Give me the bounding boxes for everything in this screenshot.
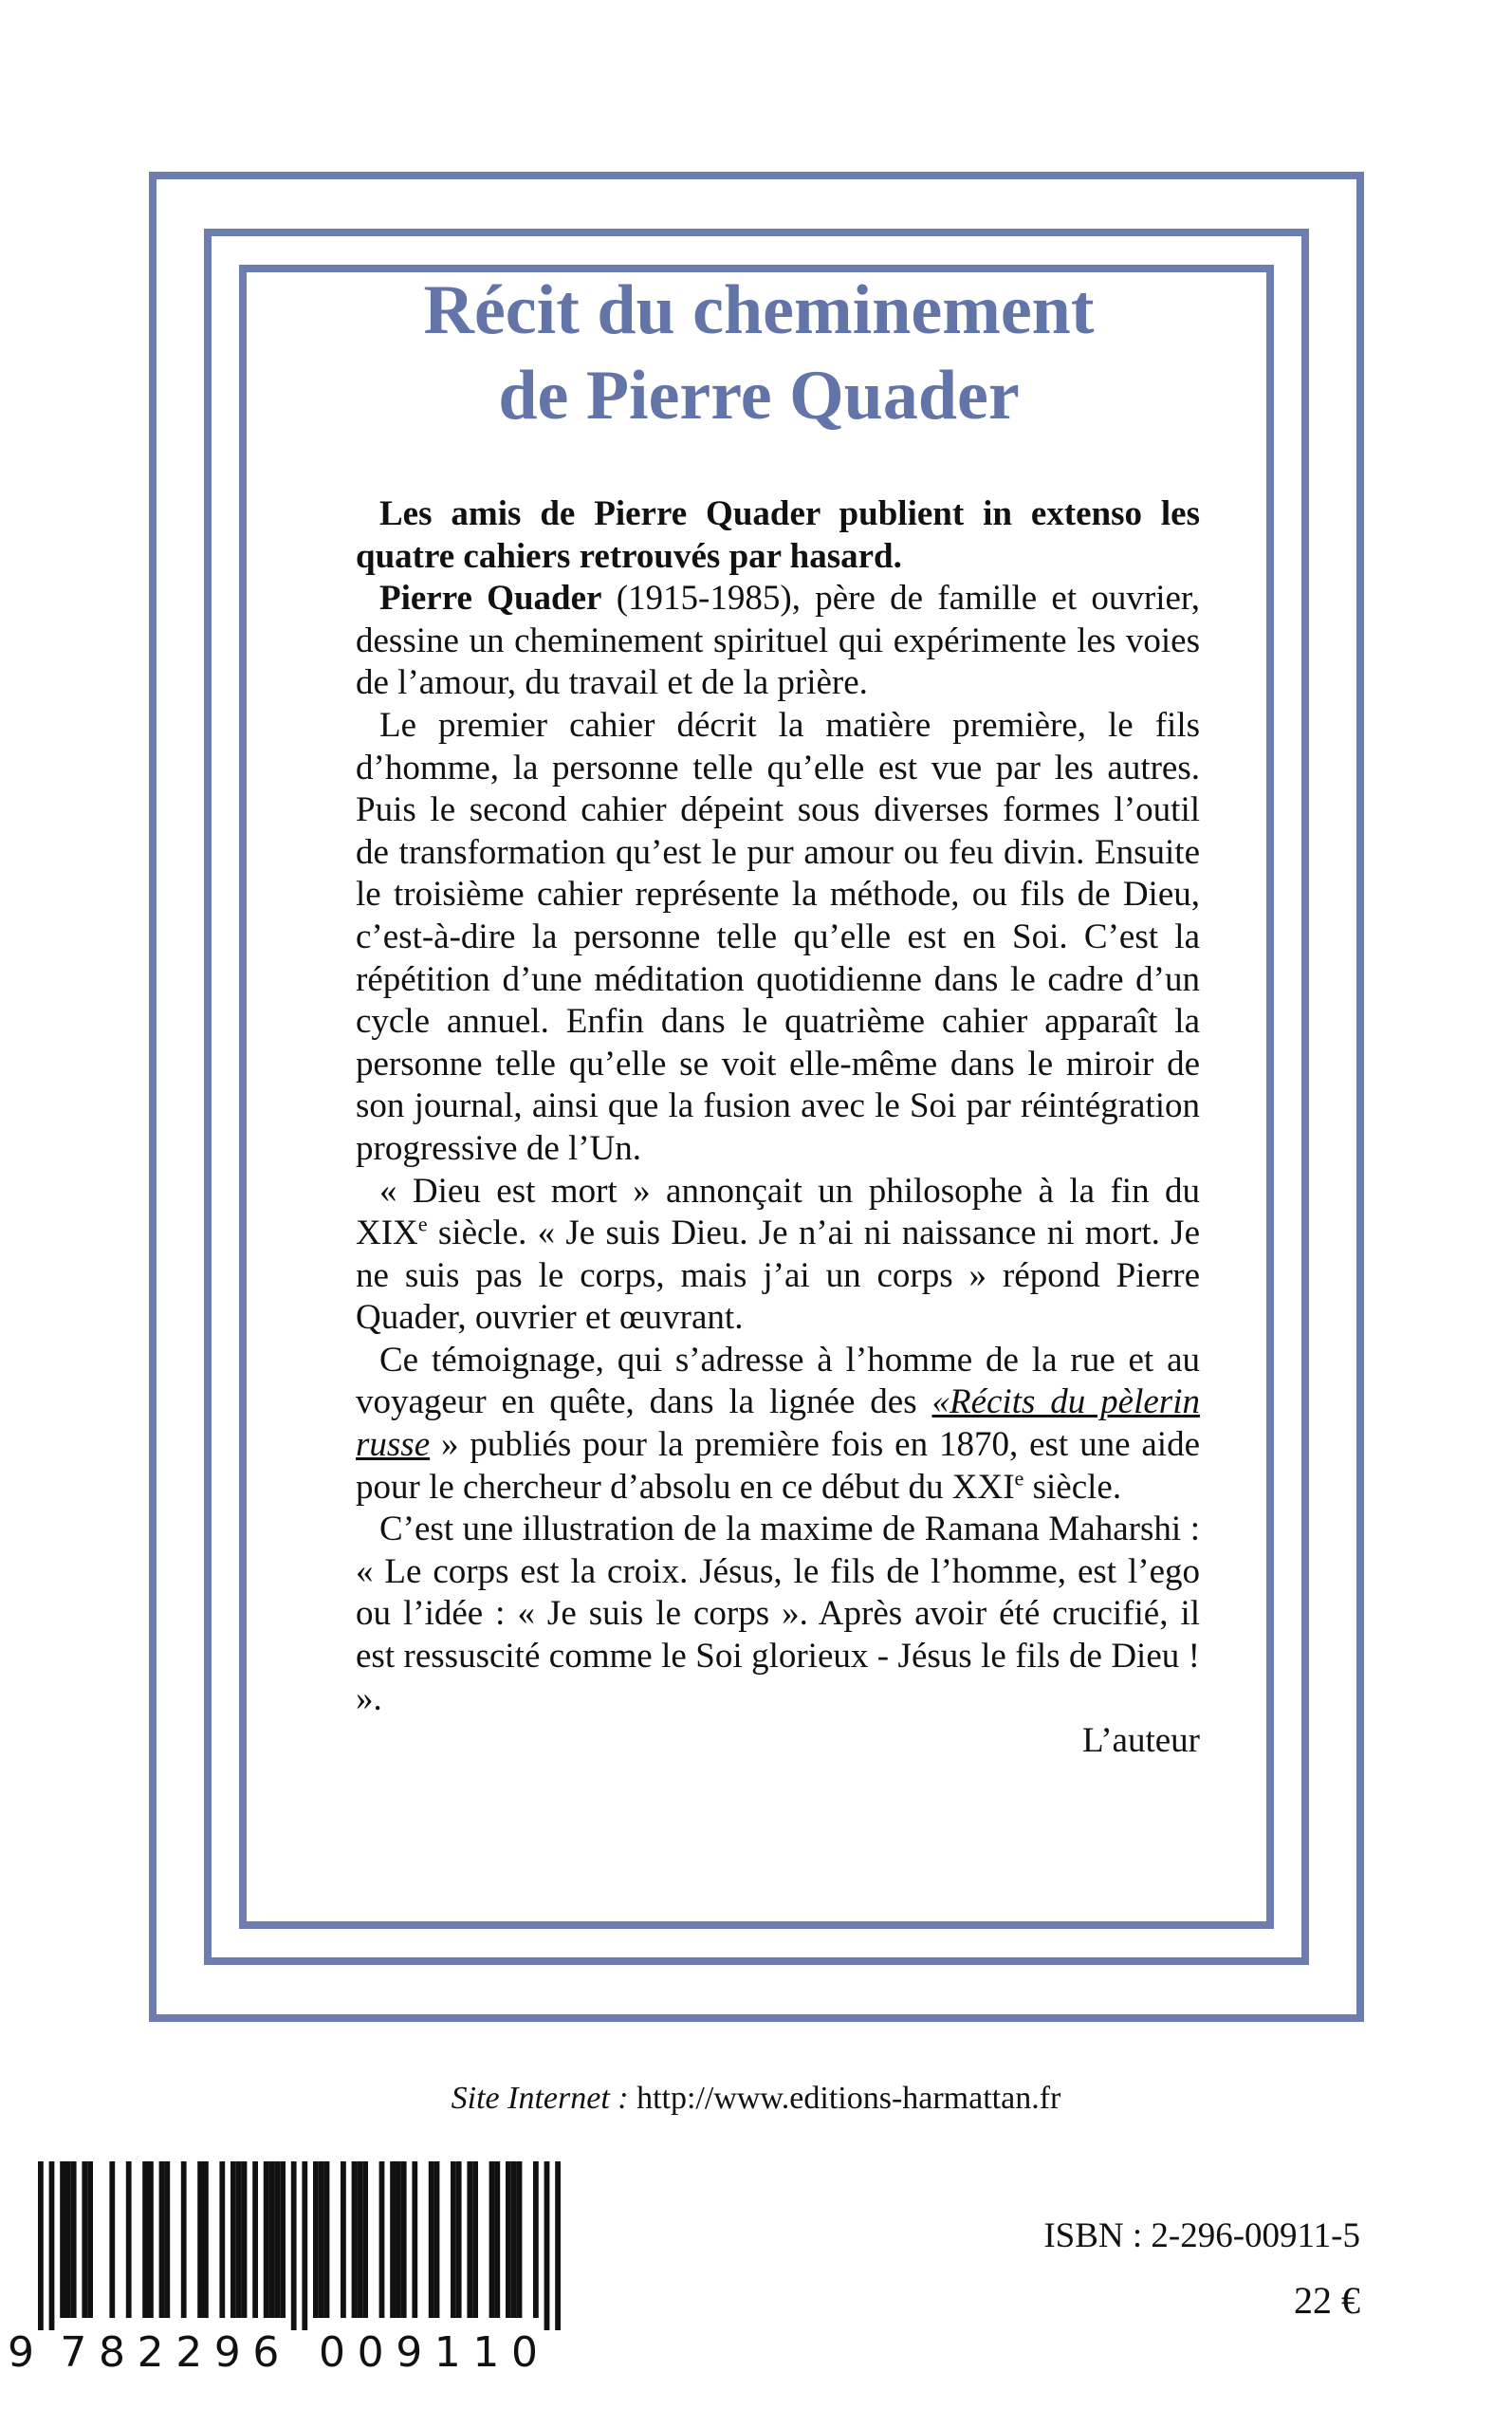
barcode-digit: 1: [472, 2328, 500, 2377]
barcode-bar: [71, 2161, 77, 2318]
barcode-bar: [203, 2161, 209, 2318]
barcode-bar: [341, 2161, 346, 2318]
testimony-text-c: siècle.: [1023, 1467, 1122, 1507]
barcode-bar: [494, 2161, 500, 2318]
century-superscript-2: e: [1014, 1466, 1024, 1491]
philosopher-text-b: siècle. « Je suis Dieu. Je n’ai ni naissance ni mort. Je ne suis pas le corps, mais j’ai un corps » répond Pierre Quader, ouvrier et œuvrant.: [356, 1214, 1200, 1338]
barcode-bar: [456, 2161, 462, 2318]
barcode-bar: [313, 2161, 319, 2318]
barcode-bar: [274, 2161, 280, 2318]
website-url[interactable]: http://www.editions-harmattan.fr: [636, 2081, 1061, 2116]
barcode-bar: [159, 2161, 165, 2318]
barcode-digit: 0: [319, 2328, 345, 2377]
barcode-bar: [242, 2161, 248, 2318]
isbn: ISBN : 2-296-00911-5: [1043, 2216, 1360, 2255]
biography-text: (1915-1985), père de famille et ouvrier, dessine un cheminement spirituel qui expérimente les voies de l’amour, du travail et de la prière.: [356, 579, 1201, 703]
barcode-bar: [379, 2161, 385, 2318]
barcode-bar: [517, 2161, 523, 2318]
barcode-bar: [544, 2161, 550, 2330]
price: 22 €: [1294, 2279, 1360, 2322]
barcode-digit: 0: [357, 2328, 384, 2377]
barcode-bar: [87, 2161, 93, 2318]
author-name: Pierre Quader: [379, 579, 602, 619]
paragraph-philosopher: [356, 1171, 1200, 1340]
barcode-bar: [352, 2161, 358, 2318]
barcode-bar: [164, 2161, 170, 2318]
paragraph-notebooks: Le premier cahier décrit la matière première, le fils d’homme, la personne telle qu’elle est vue par les autres. Puis le second cahier dépeint sous diverses formes l’outil de transformation qu’est le pur amour ou feu divin. Ensuite le troisième cahier représente la méthode, ou fils de Dieu, c’est-à-dire la personne telle qu’elle est en Soi. C’est la répétition d’une méditation quotidienne dans le cadre d’un cycle annuel. Enfin dans le quatrième cahier apparaît la personne telle qu’elle se voit elle-même dans le miroir de son journal, ainsi que la fusion avec le Soi par réintégration progressive de l’Un.: [356, 705, 1200, 1168]
barcode-bar: [302, 2161, 307, 2330]
barcode-bar: [269, 2161, 275, 2318]
barcode-bar: [291, 2161, 297, 2330]
paragraph-testimony: [356, 1340, 1200, 1509]
barcode-bar: [324, 2161, 330, 2318]
barcode-digit: 1: [433, 2328, 461, 2377]
barcode-bar: [396, 2161, 401, 2318]
barcode-bar: [126, 2161, 132, 2318]
title-line-2: de Pierre Quader: [498, 357, 1020, 435]
barcode-digit: 6: [252, 2328, 280, 2377]
barcode-bar: [252, 2161, 258, 2318]
barcode-bar: [236, 2161, 242, 2318]
barcode-bar: [506, 2161, 511, 2318]
barcode-bar: [142, 2161, 148, 2318]
barcode-bar: [434, 2161, 440, 2318]
barcode-bar: [401, 2161, 407, 2318]
barcode-bar: [357, 2161, 362, 2318]
barcode-bar: [60, 2161, 65, 2318]
philosopher-text-a: « Dieu est mort » annonçait un philosophe à la fin du XIX: [356, 1171, 1200, 1253]
barcode-bar: [148, 2161, 154, 2318]
barcode-bar: [412, 2161, 417, 2318]
back-cover-text: [356, 493, 1200, 1763]
barcode-bar: [181, 2161, 187, 2318]
barcode-digit: 8: [99, 2328, 125, 2377]
barcode-bar: [319, 2161, 324, 2318]
barcode-digit: 7: [60, 2328, 87, 2377]
barcode-bar: [451, 2161, 456, 2318]
barcode-digit: 2: [175, 2328, 203, 2377]
barcode-bar: [38, 2161, 44, 2330]
barcode-digit: 9: [8, 2328, 34, 2377]
barcode-bar: [49, 2161, 55, 2330]
barcode-bar: [489, 2161, 495, 2318]
barcode-bar: [533, 2161, 539, 2318]
barcode-bar: [219, 2161, 225, 2318]
barcode: [0, 2152, 588, 2377]
testimony-text-a: Ce témoignage, qui s’adresse à l’homme de la rue et au voyageur en quête, dans la lignée des: [356, 1340, 1200, 1422]
paragraph-maharshi: C’est une illustration de la maxime de Ramana Maharshi : « Le corps est la croix. Jésus, le fils de l’homme, est l’ego ou l’idée : « Je suis le corps ». Après avoir été crucifié, il est ressuscité comme le Soi glorieux - Jésus le fils de Dieu ! ».: [356, 1510, 1200, 1718]
author-signature: L’auteur: [1082, 1721, 1200, 1761]
century-superscript: e: [417, 1212, 428, 1236]
barcode-bar: [467, 2161, 472, 2318]
barcode-digit: 9: [213, 2328, 241, 2377]
website-line: [0, 2080, 1512, 2118]
barcode-bars: [0, 2152, 588, 2332]
title-line-1: Récit du cheminement: [423, 271, 1095, 349]
barcode-bar: [197, 2161, 203, 2318]
barcode-digit: 2: [137, 2328, 164, 2377]
barcode-bar: [230, 2161, 236, 2318]
barcode-bar: [264, 2161, 269, 2318]
barcode-bar: [472, 2161, 478, 2318]
barcode-bar: [82, 2161, 87, 2318]
barcode-bar: [65, 2161, 71, 2318]
barcode-bar: [429, 2161, 434, 2318]
lead-paragraph: Les amis de Pierre Quader publient in extenso les quatre cahiers retrouvés par hasard.: [356, 494, 1200, 576]
book-reference: «Récits du pèlerin russe: [356, 1382, 1200, 1465]
website-label: Site Internet :: [451, 2081, 629, 2116]
paragraph-biography: [356, 578, 1200, 705]
testimony-text-b: » publiés pour la première fois en 1870, est une aide pour le chercheur d’absolu en ce début du XXI: [356, 1425, 1200, 1507]
barcode-bar: [109, 2161, 115, 2318]
barcode-bar: [555, 2161, 561, 2330]
book-title: [285, 268, 1233, 438]
barcode-digit: 0: [511, 2328, 538, 2377]
barcode-bar: [511, 2161, 517, 2318]
barcode-bar: [390, 2161, 396, 2318]
barcode-digit: 9: [396, 2328, 423, 2377]
barcode-bar: [280, 2161, 286, 2318]
barcode-bar: [362, 2161, 368, 2318]
